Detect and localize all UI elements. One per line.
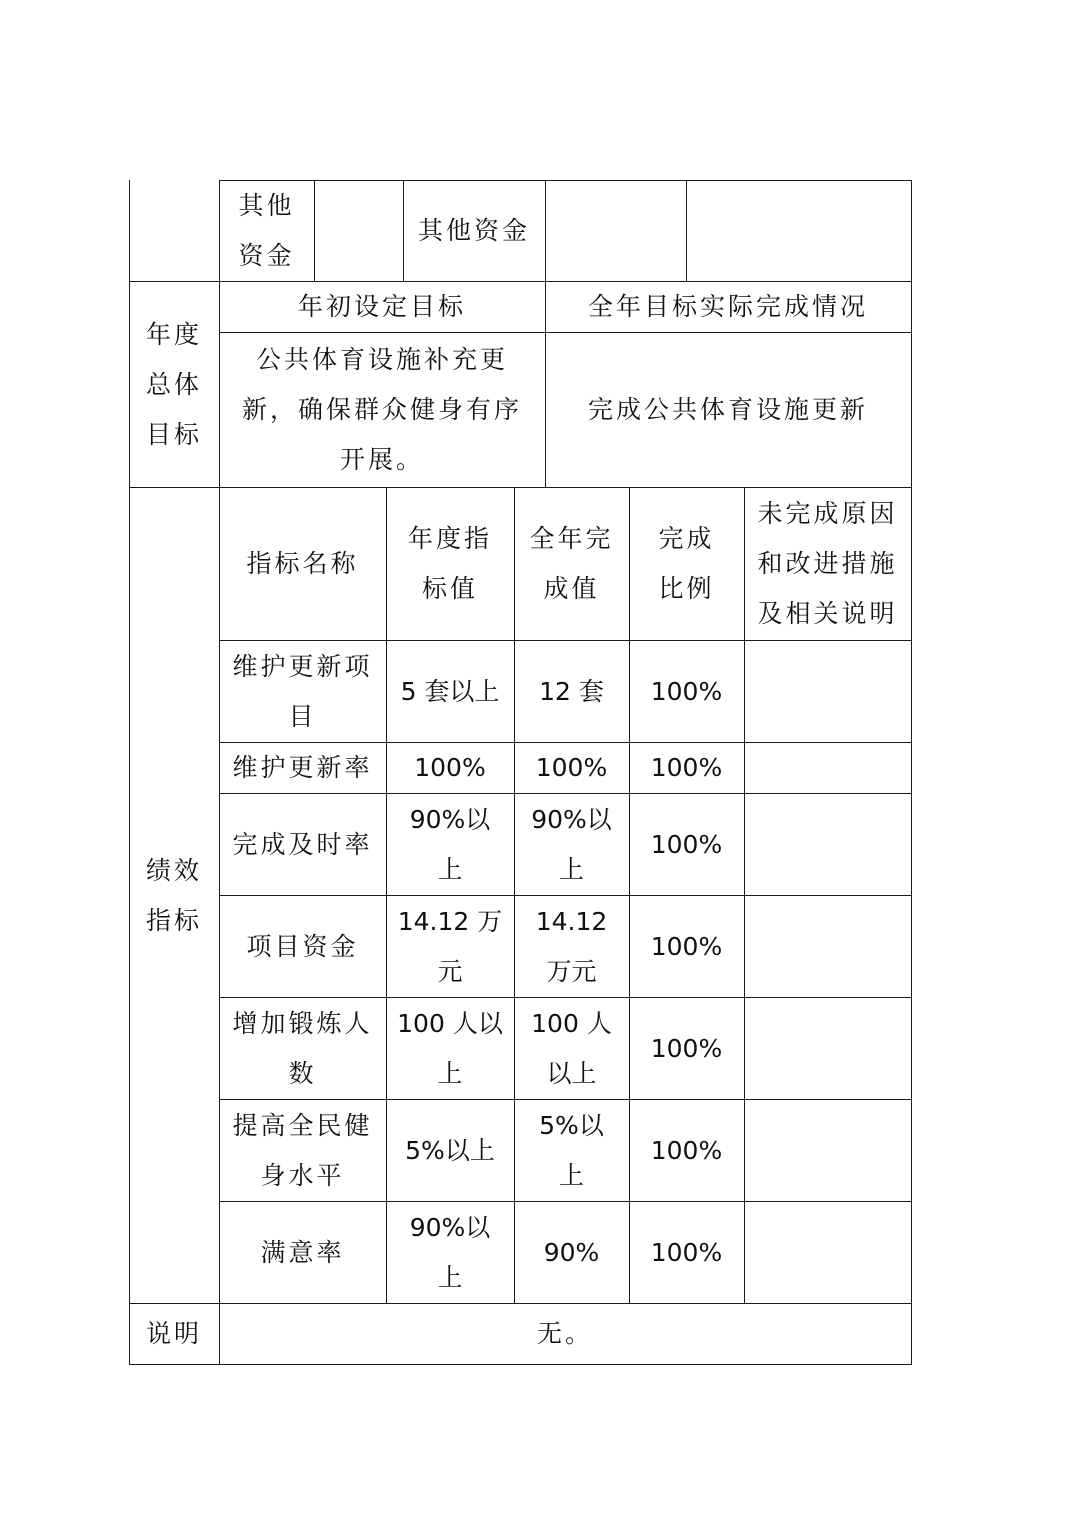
remark-label: 说明 — [145, 1319, 202, 1348]
row-ratio: 100% — [650, 753, 723, 782]
row-annual-actual: 14.12 万元 — [535, 906, 608, 986]
funds-sub-label: 其他资金 — [417, 216, 530, 245]
performance-label: 绩效 指标 — [145, 855, 202, 935]
row-annual-target: 5%以上 — [405, 1135, 495, 1165]
header-annual-actual: 全年完 成值 — [529, 524, 614, 603]
row-ratio: 100% — [650, 1033, 723, 1063]
goal-set-text: 公共体育设施补充更 新，确保群众健身有序 开展。 — [241, 345, 522, 474]
header-note: 未完成原因 和改进措施 及相关说明 — [757, 499, 898, 628]
row-indicator-name: 维护更新项 目 — [232, 651, 373, 731]
row-indicator-name: 完成及时率 — [232, 829, 373, 859]
row-ratio: 100% — [650, 829, 723, 859]
row-ratio: 100% — [650, 931, 723, 961]
row-note — [744, 1202, 911, 1303]
goal-actual-text: 完成公共体育设施更新 — [587, 395, 868, 424]
row-ratio: 100% — [650, 1237, 723, 1267]
row-indicator-name: 维护更新率 — [232, 753, 373, 782]
row-note — [744, 794, 911, 895]
row-annual-actual: 100% — [535, 753, 608, 782]
annual-goal-label: 年度 总体 目标 — [145, 319, 202, 449]
row-annual-actual: 5%以 上 — [539, 1110, 604, 1190]
row-annual-actual: 100 人 以上 — [531, 1008, 612, 1088]
row-annual-target: 90%以 上 — [409, 804, 491, 884]
row-indicator-name: 项目资金 — [246, 931, 359, 961]
row-indicator-name: 增加锻炼人 数 — [232, 1008, 373, 1088]
row-indicator-name: 满意率 — [260, 1237, 345, 1267]
row-annual-target: 90%以 上 — [409, 1212, 491, 1292]
row-note — [744, 896, 911, 997]
row-ratio: 100% — [650, 1135, 723, 1165]
row-annual-actual: 12 套 — [539, 676, 604, 706]
row-annual-target: 100 人以 上 — [397, 1008, 503, 1088]
row-note — [744, 743, 911, 793]
row-note — [744, 1100, 911, 1201]
row-note — [744, 641, 911, 742]
header-annual-target: 年度指 标值 — [407, 524, 492, 603]
row-annual-actual: 90%以 上 — [531, 804, 612, 884]
row-note — [744, 998, 911, 1099]
header-ratio: 完成 比例 — [658, 524, 715, 603]
row-annual-actual: 90% — [543, 1237, 600, 1267]
row-annual-target: 5 套以上 — [400, 676, 500, 706]
funds-label: 其他 资金 — [238, 191, 295, 270]
row-indicator-name: 提高全民健 身水平 — [232, 1110, 373, 1190]
goal-set-header: 年初设定目标 — [297, 292, 466, 321]
row-annual-target: 100% — [414, 753, 486, 782]
header-indicator-name: 指标名称 — [246, 549, 359, 578]
row-annual-target: 14.12 万 元 — [397, 906, 503, 986]
row-ratio: 100% — [650, 676, 723, 706]
goal-actual-header: 全年目标实际完成情况 — [587, 292, 868, 321]
remark-text: 无。 — [536, 1319, 593, 1348]
